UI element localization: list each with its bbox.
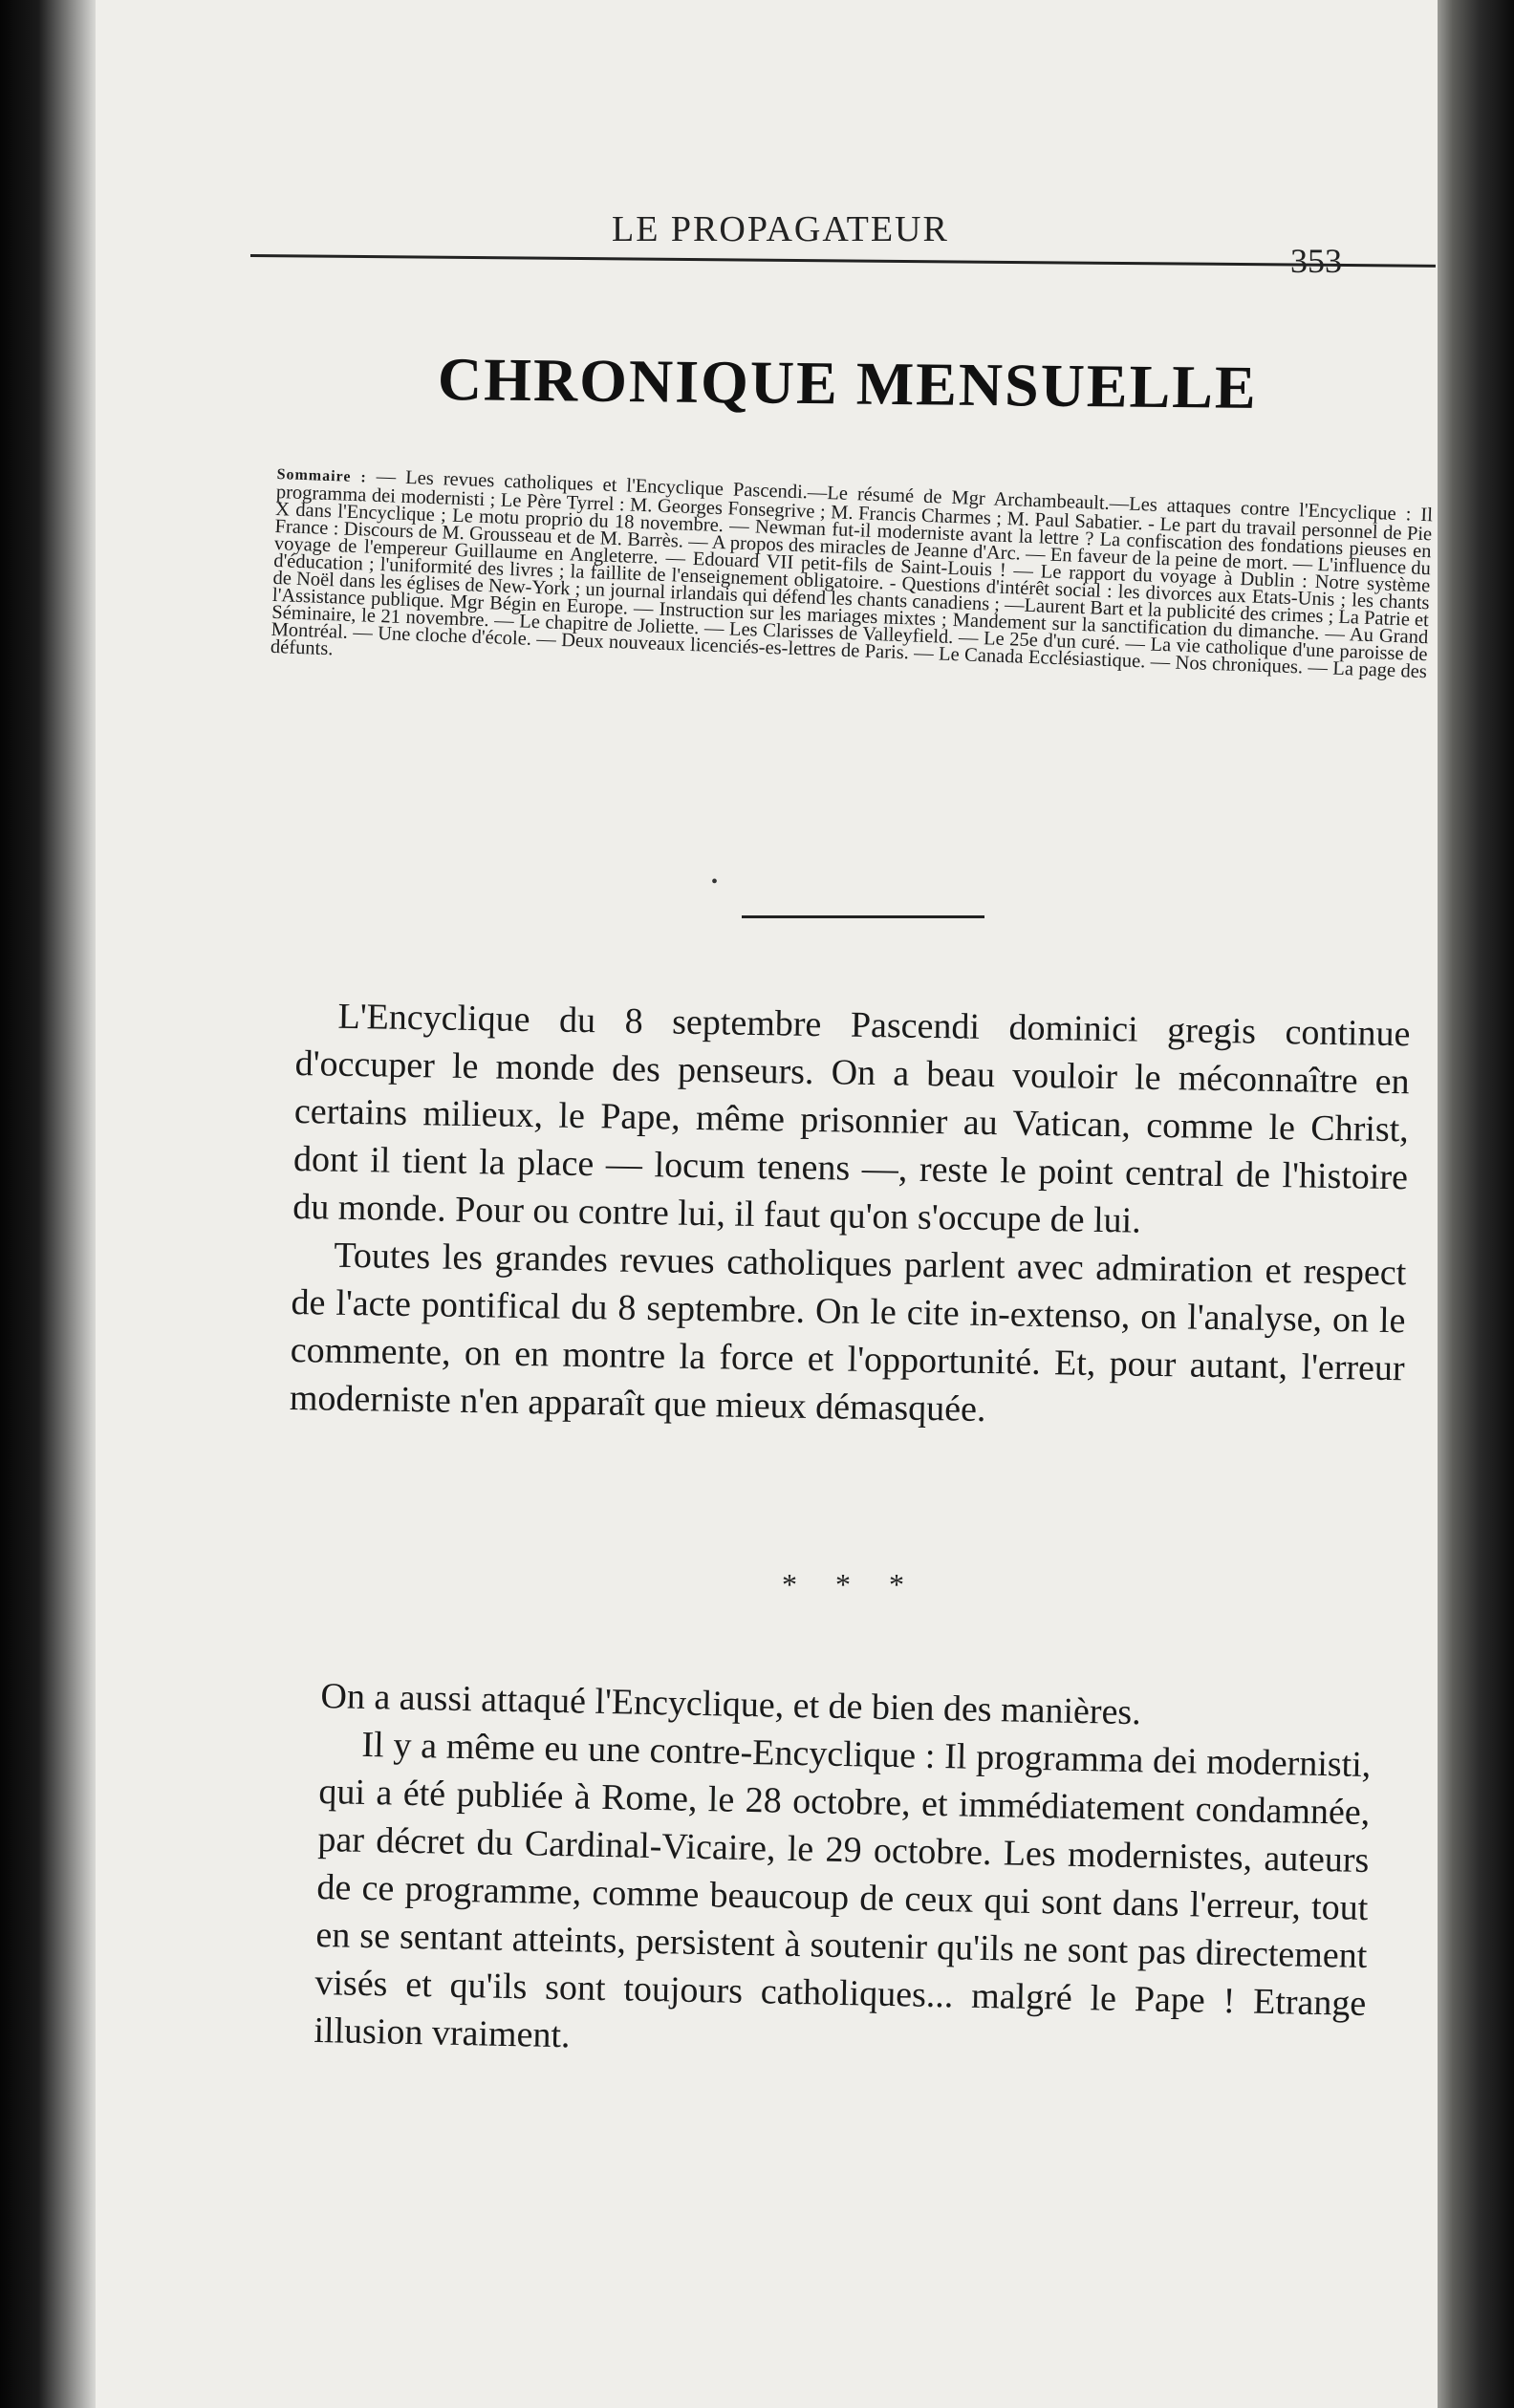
book-page [96,0,1438,2408]
sommaire-text: — Les revues catholiques et l'Encyclique Pascendi.—Le résumé de Mgr Archambeault.—Les attaques contre l'Encyclique : Il programma dei modernisti ; Le Père Tyrrel : M. Georges Fonsegrive ; M. Francis Charmes ; M. Paul Sabatier. - Le part du travail personnel de Pie X dans l'Encyclique ; Le motu proprio du 18 novembre. — Newman fut-il moderniste avant la lettre ? La confiscation des fondations pieuses en France : Discours de M. Grousseau et de M. Barrès. — A propos des miracles de Jeanne d'Arc. — En faveur de la peine de mort. — L'influence du voyage de l'empereur Guillaume en Angleterre. — Edouard VII petit-fils de Saint-Louis ! — Le rapport du voyage à Dublin : Notre système d'éducation ; l'uniformité des livres ; la faillite de l'enseignement obligatoire. - Questions d'intérêt social : les divorces aux Etats-Unis ; les chants de Noël dans les églises de New-York ; un journal irlandais qui défend les chants canadiens ; —Laurent Bart et la publicité des crimes ; La Patrie et l'Assistance publique. Mgr Bégin en Europe. — Instruction sur les mariages mixtes ; Mandement sur la sanctification du dimanche. — Au Grand Séminaire, le 21 novembre. — Le chapitre de Joliette. — Les Clarisses de Valleyfield. — Le 25e d'un curé. — La vie catholique d'une paroisse de Montréal. — Une cloche d'école. — Deux nouveaux licenciés-es-lettres de Paris. — Le Canada Ecclésiastique. — Nos chroniques. — La page des défunts. [270,465,1434,683]
book-gutter-left [0,0,96,2408]
paragraph: L'Encyclique du 8 septembre Pascendi dominici gregis continue d'occuper le monde des penseurs. On a beau vouloir le méconnaître en certains milieux, le Pape, même prisonnier au Vatican, comme le Christ, dont il tient la place — locum tenens —, reste le point central de l'histoire du monde. Pour ou contre lui, il faut qu'on s'occupe de lui. [292,996,1411,1241]
page-number: 353 [1290,242,1342,280]
header-rule [250,254,1436,268]
book-edge-right [1438,0,1514,2408]
asterism-divider: * * * [782,1567,919,1602]
section-divider-rule [742,915,984,918]
paragraph: On a aussi attaqué l'Encyclique, et de bien des manières. [320,1675,1142,1733]
sommaire-summary [270,464,1434,698]
sommaire-label: Sommaire : [276,465,368,486]
article-title: CHRONIQUE MENSUELLE [437,345,1259,421]
body-section-2 [314,1672,1373,2075]
paragraph: Il y a même eu une contre-Encyclique : Il programma dei modernisti, qui a été publiée à Rome, le 28 octobre, et immédiatement condamnée, par décret du Cardinal-Vicaire, le 29 octobre. Les modernistes, auteurs de ce programme, comme beaucoup de ceux qui sont dans l'erreur, tout en se sentant atteints, persistent à soutenir qu'ils ne sont pas directement visés et qu'ils sont toujours catholiques... malgré le Pape ! Etrange illusion vraiment. [314,1724,1372,2056]
body-section-1 [290,992,1411,1440]
ink-dot: • [711,871,719,892]
running-title: LE PROPAGATEUR [612,209,949,249]
paragraph: Toutes les grandes revues catholiques parlent avec admiration et respect de l'acte pontifical du 8 septembre. On le cite in-extenso, on l'analyse, on le commente, on en montre la force et l'opportunité. Et, pour autant, l'erreur moderniste n'en apparaît que mieux démasquée. [289,1235,1407,1430]
